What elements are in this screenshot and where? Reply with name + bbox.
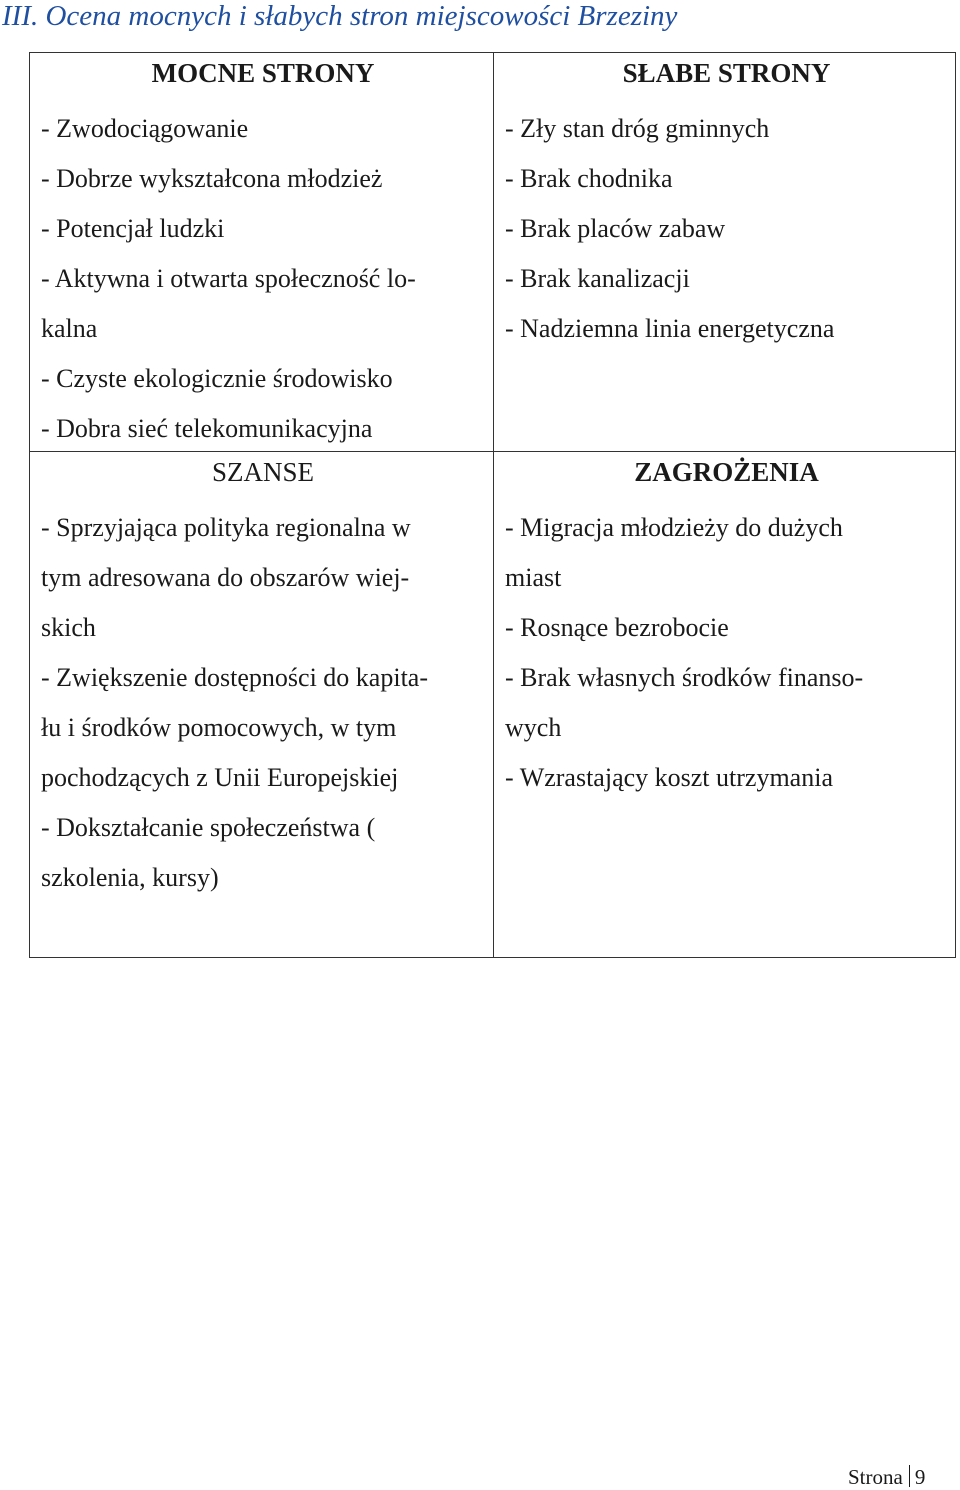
list-item [41,503,485,653]
opportunities-list [41,503,485,903]
list-item [505,104,948,154]
list-item [41,803,485,903]
page-footer [848,1464,925,1490]
page-number: 9 [914,1465,926,1489]
list-item [505,503,948,603]
footer-separator [909,1465,910,1487]
list-item-line: - Wzrastający koszt utrzymania [505,763,833,792]
list-item-line: łu i środków pomocowych, w tym [41,713,397,742]
list-item-line: - Dokształcanie społeczeństwa ( [41,813,376,842]
list-item-line: - Brak własnych środków finanso- [505,663,864,692]
list-item-line: - Rosnące bezrobocie [505,613,729,642]
list-item [505,753,948,803]
list-item-line: - Sprzyjająca polityka regionalna w [41,513,411,542]
list-item [41,254,485,354]
list-item-line: - Migracja młodzieży do dużych [505,513,843,542]
list-item-line: - Brak kanalizacji [505,264,690,293]
list-item [505,254,948,304]
list-item-line: - Zwodociągowanie [41,114,249,143]
threats-title: ZAGROŻENIA [634,457,819,487]
weaknesses-cell [494,53,956,451]
list-item-line: szkolenia, kursy) [41,863,219,892]
list-item-line: - Brak chodnika [505,164,673,193]
list-item [505,653,948,753]
list-item [505,304,948,354]
list-item-line: - Nadziemna linia energetyczna [505,314,835,343]
strengths-cell [30,53,493,451]
list-item [41,154,485,204]
page-label: Strona [848,1465,903,1489]
list-item-line: skich [41,613,96,642]
list-item-line: - Potencjał ludzki [41,214,225,243]
list-item [41,104,485,154]
threats-cell [494,452,956,957]
list-item [41,404,485,454]
list-item-line: pochodzących z Unii Europejskiej [41,763,399,792]
strengths-title: MOCNE STRONY [151,58,375,88]
weaknesses-title: SŁABE STRONY [622,58,831,88]
list-item-line: - Aktywna i otwarta społeczność lo- [41,264,416,293]
list-item-line: miast [505,563,562,592]
list-item-line: - Zły stan dróg gminnych [505,114,770,143]
list-item-line: - Dobra sieć telekomunikacyjna [41,414,373,443]
weaknesses-list [505,104,948,354]
swot-table [29,52,956,958]
list-item-line: kalna [41,314,98,343]
list-item [41,204,485,254]
list-item [41,354,485,404]
strengths-list [41,104,485,454]
list-item [505,204,948,254]
list-item [41,653,485,803]
list-item-line: tym adresowana do obszarów wiej- [41,563,410,592]
list-item [505,154,948,204]
threats-list [505,503,948,803]
opportunities-cell [30,452,493,957]
list-item-line: wych [505,713,562,742]
section-heading: III. Ocena mocnych i słabych stron miejscowości Brzeziny [2,0,678,32]
list-item-line: - Zwiększenie dostępności do kapita- [41,663,428,692]
list-item [505,603,948,653]
opportunities-title: SZANSE [211,457,314,487]
list-item-line: - Brak placów zabaw [505,214,726,243]
list-item-line: - Dobrze wykształcona młodzież [41,164,383,193]
list-item-line: - Czyste ekologicznie środowisko [41,364,393,393]
